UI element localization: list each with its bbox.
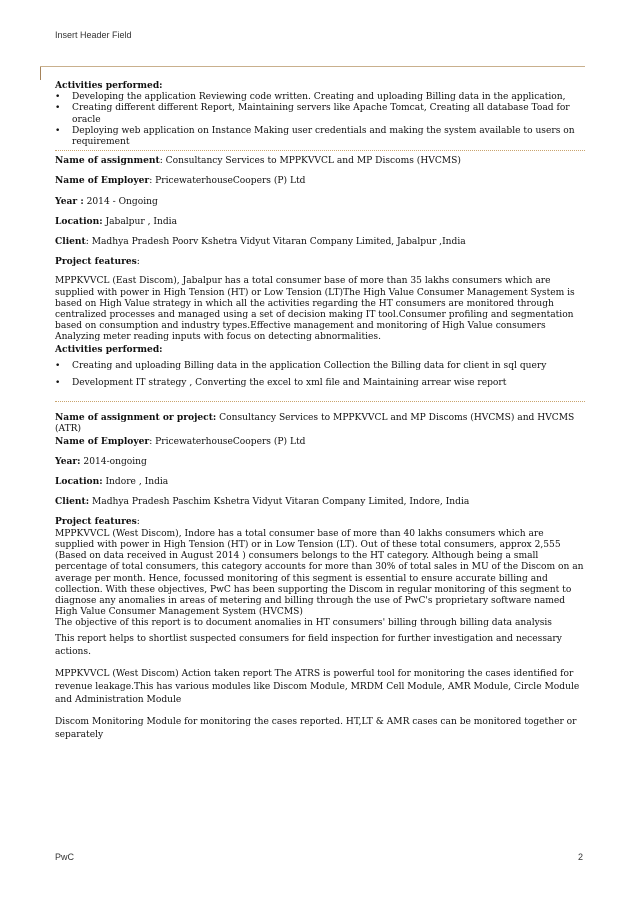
assignment-field [55, 155, 585, 167]
location-label: Location: [55, 476, 103, 488]
activities-list-2 [55, 361, 585, 389]
location-value: Jabalpur , India [102, 216, 177, 227]
assignment-value: Consultancy Services to MPPKVVCL and MP Discoms (HVCMS) and HVCMS (ATR) [55, 413, 575, 435]
employer-label: Name of Employer [55, 435, 150, 447]
features-colon: : [136, 257, 140, 268]
features-heading [55, 256, 585, 268]
header-corner-mark [40, 66, 41, 80]
activities-list-1 [55, 92, 585, 148]
features-heading [55, 516, 585, 528]
year-value: 2014 - Ongoing [83, 196, 158, 207]
assignment-field [55, 412, 585, 435]
list-item: • Developing the application Reviewing code written. Creating and uploading Billing data in the application, [72, 92, 585, 103]
client-label: Client [55, 236, 86, 248]
employer-field [55, 175, 585, 187]
features-text: MPPKVVCL (East Discom), Jabalpur has a total consumer base of more than 35 lakhs consumers which are supplied with power in High Tension (HT) or Low Tension (LT)The High Value Consumer Management System is based on High Value strategy in which all the activities regarding the HT consumers are monitored through centralized processes and managed using a set of decision making IT tool.Consumer profiling and segmentation based on consumption and industry types.Effective management and monitoring of High Value consumers Analyzing meter reading inputs with focus on detecting abnormalities. [55, 276, 575, 343]
page-header: Insert Header Field [55, 30, 132, 40]
features-label: Project features [55, 516, 137, 528]
features-colon: : [136, 517, 140, 528]
employer-field [55, 436, 585, 448]
year-label: Year : [55, 195, 84, 207]
year-field [55, 196, 585, 208]
section-divider [55, 150, 585, 151]
assignment-value: : Consultancy Services to MPPKVVCL and MP Discoms (HVCMS) [159, 156, 461, 167]
monitoring-text: Discom Monitoring Module for monitoring the cases reported. HT,LT & AMR cases can be monitored together or separately [55, 716, 577, 740]
document-body [55, 80, 585, 748]
year-field [55, 456, 585, 468]
atr-text: MPPKVVCL (West Discom) Action taken report The ATRS is powerful tool for monitoring the cases identified for revenue leakage.This has various modules like Discom Module, MRDM Cell Module, AMR Module, Circle Module and Administration Module [55, 668, 580, 705]
employer-label: Name of Employer [55, 175, 150, 187]
list-item: • Creating and uploading Billing data in the application Collection the Billing data for client in sql query [72, 361, 585, 372]
location-field [55, 476, 585, 488]
shortlist-text: This report helps to shortlist suspected consumers for field inspection for further investigation and necessary actions. [55, 633, 562, 657]
client-value: : Madhya Pradesh Poorv Kshetra Vidyut Vitaran Company Limited, Jabalpur ,India [85, 237, 466, 248]
footer-company: PwC [55, 852, 75, 862]
activities-heading-1: Activities performed: [55, 80, 163, 91]
features-label: Project features [55, 256, 137, 268]
year-value: 2014-ongoing [80, 456, 147, 467]
activities-heading-2: Activities performed: [55, 343, 163, 355]
objective-text: The objective of this report is to document anomalies in HT consumers' billing through billing data analysis [55, 618, 552, 629]
section-divider [55, 401, 585, 402]
employer-value: : PricewaterhouseCoopers (P) Ltd [149, 176, 306, 187]
list-item: • Creating different different Report, Maintaining servers like Apache Tomcat, Creating all database Toad for oracle [72, 103, 585, 125]
location-value: Indore , India [102, 477, 169, 488]
employer-value: : PricewaterhouseCoopers (P) Ltd [149, 436, 306, 447]
year-label: Year: [55, 455, 81, 467]
location-label: Location: [55, 215, 103, 227]
list-item: • Deploying web application on Instance Making user credentials and making the system available to users on requirement [72, 126, 585, 148]
client-value: Madhya Pradesh Paschim Kshetra Vidyut Vitaran Company Limited, Indore, India [89, 497, 470, 508]
client-field [55, 236, 585, 248]
assignment-label: Name of assignment or project: [55, 412, 217, 424]
page-number: 2 [578, 852, 584, 862]
location-field [55, 216, 585, 228]
client-label: Client: [55, 496, 90, 508]
assignment-label: Name of assignment [55, 155, 160, 167]
list-item: • Development IT strategy , Converting the excel to xml file and Maintaining arrear wise report [72, 378, 585, 389]
features-text: MPPKVVCL (West Discom), Indore has a total consumer base of more than 40 lakhs consumers which are supplied with power in High Tension (HT) or in Low Tension (LT). Out of these total consumers, approx 2,555 (Based on data received in August 2014 ) consumers belongs to the HT category. Although being a small percentage of total consumers, this category accounts for more than 30% of total sales in MU of the Discom on an average per month. Hence, focussed monitoring of this segment is essential to ensure accurate billing and collection. With these objectives, PwC has been supporting the Discom in regular monitoring of this segment to diagnose any anomalies in areas of metering and billing through the use of PwC's proprietary software named High Value Consumer Management System (HVCMS) [55, 528, 584, 618]
header-rule [40, 66, 585, 67]
client-field [55, 496, 585, 508]
